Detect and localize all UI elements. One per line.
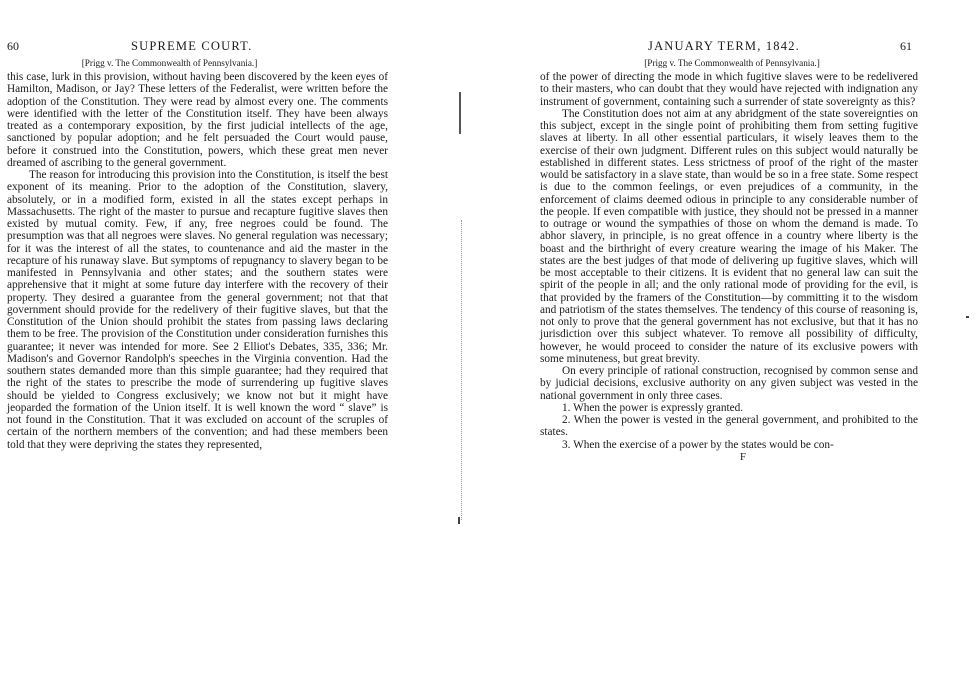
right-running-head	[540, 40, 918, 56]
right-list-item-1: 1. When the power is expressly granted.	[562, 401, 744, 414]
right-paragraph-1: of the power of directing the mode in which fugitive slaves were to be redelivered to their masters, who can doubt that they would have rejected with indignation any instrument of government, containing such a surrender of state sovereignty as this?	[540, 71, 918, 108]
right-body-text	[540, 71, 918, 451]
margin-tick	[966, 316, 969, 318]
gutter-tick	[458, 517, 460, 524]
right-list-item-3: 3. When the exercise of a power by the states would be con-	[562, 438, 834, 451]
left-page-number: 60	[7, 39, 19, 53]
gutter-mark	[459, 92, 464, 134]
left-body-text	[7, 71, 388, 451]
right-page-number: 61	[900, 39, 912, 53]
left-paragraph-2: The reason for introducing this provision into the Constitution, is itself the best exponent of its meaning. Prior to the adoption of the Constitution, slavery, absolutely, or in a modified form, existed in all the states except perhaps in Massachusetts. The right of the master to pursue and recapture fugitive slaves then existed by mutual comity. Few, if any, free negroes could be found. The presumption was that all negroes were slaves. No general regulation was necessary; for it was the interest of all the states, to countenance and aid the master in the recapture of his runaway slave. But symptoms of repugnancy to slavery began to be manifested in Pennsylvania and other states; and the southern states were apprehensive that it might at some future day interfere with the recovery of their property. They desired a guarantee from the general government; not that that government should provide for the redelivery of their fugitive slaves, but that the Constitution of the Union should prohibit the states from passing laws declaring them to be free. The provision of the Constitution under consideration furnishes this guarantee; it never was intended for more. See 2 Elliot's Debates, 335, 336; Mr. Madison's and Governor Randolph's speeches in the Virginia convention. Had the southern states demanded more than this simple guarantee; had they required that the right of the states to prescribe the mode of surrendering up fugitive slaves should be yielded to Congress exclusively; we know not but it might have jeoparded the formation of the Union itself. It is well known the word “ slave” is not found in the Constitution. That it was excluded on account of the scruples of certain of the northern members of the convention; and had these members been told that they were depriving the states they represented,	[7, 169, 388, 451]
left-running-head	[7, 40, 388, 56]
right-running-title: JANUARY TERM, 1842.	[648, 39, 800, 53]
right-case-caption: [Prigg v. The Commonwealth of Pennsylvania.]	[644, 58, 820, 68]
left-running-title: SUPREME COURT.	[131, 39, 253, 53]
right-paragraph-3: On every principle of rational construction, recognised by common sense and by judicial decisions, exclusive authority on any given subject was vested in the national government in only three cases.	[540, 365, 918, 402]
right-list-item-2: 2. When the power is vested in the general government, and prohibited to the states.	[540, 414, 918, 439]
left-case-caption: [Prigg v. The Commonwealth of Pennsylvania.]	[81, 58, 258, 68]
left-page	[7, 40, 388, 451]
left-paragraph-1: this case, lurk in this provision, without having been discovered by the keen eyes of Hamilton, Madison, or Jay? These letters of the Federalist, were written before the adoption of the Constitution. They were read by almost every one. The comments were identified with the letter of the Constitution itself. They have been always treated as a contemporary exposition, by the first judicial intellects of the age, sanctioned by popular adoption; and he felt persuaded the Court would pause, before it construed into the Constitution, powers, which these great men never dreamed of ascribing to the general government.	[7, 71, 388, 169]
right-paragraph-2: The Constitution does not aim at any abridgment of the state sovereignties on this subject, except in the single point of prohibiting them from setting fugitive slaves at liberty. In all other essential particulars, it wisely leaves them to the exercise of their own judgment. Different rules on this subject would naturally be established in different states. Less strictness of proof of the right of the master would be satisfactory in a slave state, than would be so in a free state. Some respect is due to the common feelings, or even prejudices of a community, in the enforcement of claims deemed odious in principle to any considerable number of the people. If even compatible with justice, they should not be pressed in a manner to outrage or wound the sympathies of those on whom the demand is made. To abhor slavery, in principle, is no great offence in a country where liberty is the boast and the birthright of every creature wearing the image of his Maker. The states are the best judges of that mode of delivering up fugitive slaves, which will be most acceptable to their citizens. It is evident that no general law can suit the spirit of the people in all; and the only rational mode of providing for the evil, is that provided by the framers of the Constitution—by committing it to the wisdom and patriotism of the states themselves. The tendency of this course of reasoning is, not only to prove that the general government has not exclusive, but that it has no jurisdiction over this subject whatever. To remove all possibility of difficulty, however, he would proceed to consider the nature of its exclusive powers with some minuteness, but great brevity.	[540, 107, 918, 365]
right-page	[540, 40, 918, 463]
gutter-dots	[461, 220, 463, 520]
catchword: F	[739, 450, 746, 463]
